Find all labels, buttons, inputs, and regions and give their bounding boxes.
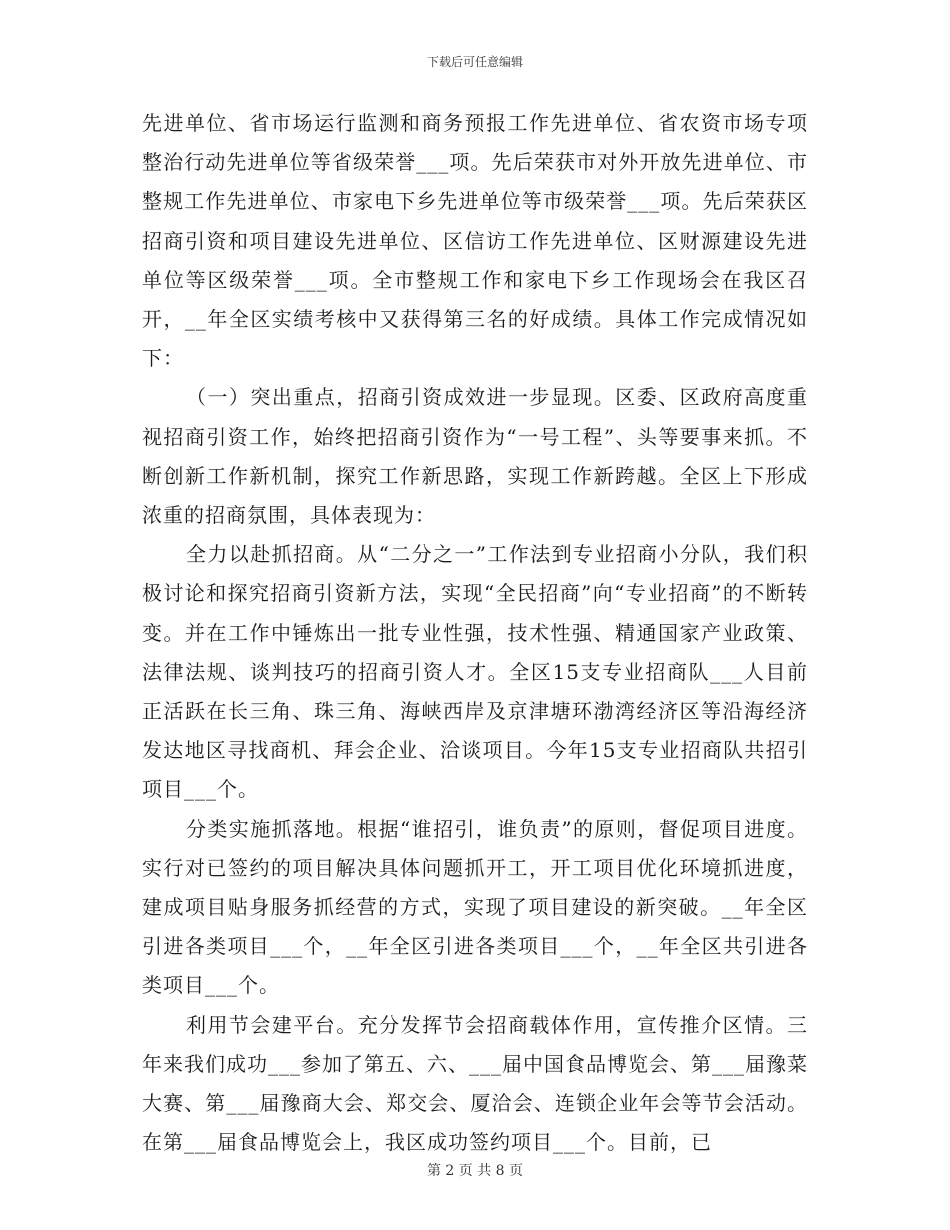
paragraph-5: 利用节会建平台。充分发挥节会招商载体作用，宣传推介区情。三年来我们成功___参加了第五、六、___届中国食品博览会、第___届豫菜大赛、第___届豫商大会、郑交会、厦洽会、连锁企业年会等节会活动。在第___届食品博览会上，我区成功签约项目___个。目前，已 xyxy=(142,1012,808,1155)
page-header-note: 下载后可任意编辑 xyxy=(426,55,523,69)
page-number: 第 2 页 共 8 页 xyxy=(426,1163,524,1179)
paragraph-1: 先进单位、省市场运行监测和商务预报工作先进单位、省农资市场专项整治行动先进单位等省级荣誉___项。先后荣获市对外开放先进单位、市整规工作先进单位、市家电下乡先进单位等市级荣誉___项。先后荣获区招商引资和项目建设先进单位、区信访工作先进单位、区财源建设先进单位等区级荣誉___项。全市整规工作和家电下乡工作现场会在我区召开，__年全区实绩考核中又获得第三名的好成绩。具体工作完成情况如下： xyxy=(142,111,808,371)
paragraph-4: 分类实施抓落地。根据“谁招引，谁负责”的原则，督促项目进度。实行对已签约的项目解决具体问题抓开工，开工项目优化环境抓进度，建成项目贴身服务抓经营的方式，实现了项目建设的新突破。__年全区引进各类项目___个，__年全区引进各类项目___个，__年全区共引进各类项目___个。 xyxy=(142,816,808,998)
paragraph-2: （一）突出重点，招商引资成效进一步显现。区委、区政府高度重视招商引资工作，始终把招商引资作为“一号工程”、头等要事来抓。不断创新工作新机制，探究工作新思路，实现工作新跨越。全区上下形成浓重的招商氛围，具体表现为： xyxy=(142,385,808,528)
paragraph-3: 全力以赴抓招商。从“二分之一”工作法到专业招商小分队，我们积极讨论和探究招商引资新方法，实现“全民招商”向“专业招商”的不断转变。并在工作中锤炼出一批专业性强，技术性强、精通国家产业政策、法律法规、谈判技巧的招商引资人才。全区15支专业招商队___人目前正活跃在长三角、珠三角、海峡西岸及京津塘环渤湾经济区等沿海经济发达地区寻找商机、拜会企业、洽谈项目。今年15支专业招商队共招引项目___个。 xyxy=(142,542,808,802)
document-body xyxy=(142,104,808,1162)
